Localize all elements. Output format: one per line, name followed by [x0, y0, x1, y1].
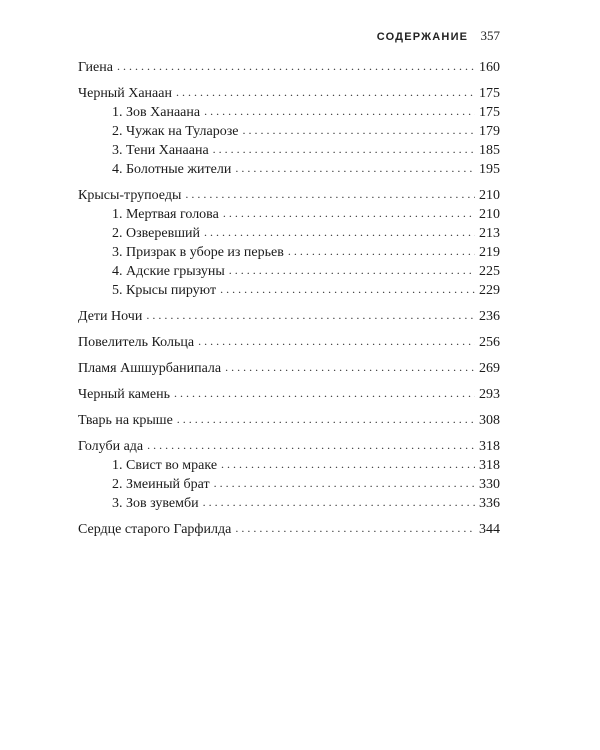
toc-leader-dots [243, 121, 476, 140]
toc-entry-title: 2. Озверевший [112, 226, 200, 241]
toc-entry-page: 336 [479, 496, 500, 511]
toc-entry-title: Дети Ночи [78, 309, 143, 324]
toc-entry-title: Тварь на крыше [78, 413, 173, 428]
toc-entry-page: 175 [479, 86, 500, 101]
toc-leader-dots [174, 384, 475, 403]
toc-entry-page: 308 [479, 413, 500, 428]
toc-entry-page: 213 [479, 226, 500, 241]
toc-entry-page: 256 [479, 335, 500, 350]
toc-entry-title: 1. Зов Ханаана [112, 105, 201, 120]
toc-leader-dots [221, 455, 475, 474]
toc-entry [78, 437, 500, 456]
toc-leader-dots [214, 474, 475, 493]
toc-leader-dots [204, 102, 475, 121]
toc-leader-dots [223, 204, 475, 223]
toc-entry-title: Гиена [78, 60, 113, 75]
toc-subentry [78, 141, 500, 160]
toc-leader-dots [203, 493, 475, 512]
toc-leader-dots [117, 57, 475, 76]
toc-entry-title: Голуби ада [78, 439, 144, 454]
toc-leader-dots [235, 159, 475, 178]
toc-leader-dots [225, 358, 475, 377]
toc-entry [78, 333, 500, 352]
toc-subentry [78, 103, 500, 122]
toc-entry-page: 318 [479, 439, 500, 454]
toc-leader-dots [213, 140, 475, 159]
toc-entry-page: 175 [479, 105, 500, 120]
toc-entry-page: 185 [479, 143, 500, 158]
toc-entry [78, 307, 500, 326]
toc-entry-title: 3. Тени Ханаана [112, 143, 209, 158]
toc-leader-dots [177, 410, 475, 429]
toc-entry-title: 3. Призрак в уборе из перьев [112, 245, 284, 260]
toc-entry-page: 195 [479, 162, 500, 177]
toc-entry-page: 330 [479, 477, 500, 492]
toc-entry-page: 210 [479, 207, 500, 222]
toc-subentry [78, 475, 500, 494]
toc-entry-title: Повелитель Кольца [78, 335, 195, 350]
table-of-contents [78, 58, 500, 539]
toc-entry [78, 84, 500, 103]
toc-subentry [78, 262, 500, 281]
toc-leader-dots [185, 185, 475, 204]
toc-entry-page: 225 [479, 264, 500, 279]
toc-entry [78, 411, 500, 430]
toc-leader-dots [176, 83, 475, 102]
toc-subentry [78, 243, 500, 262]
running-head [78, 28, 500, 44]
toc-subentry [78, 281, 500, 300]
toc-entry [78, 58, 500, 77]
toc-entry-page: 236 [479, 309, 500, 324]
toc-entry-title: 4. Адские грызуны [112, 264, 225, 279]
toc-entry-page: 219 [479, 245, 500, 260]
toc-entry-title: 1. Свист во мраке [112, 458, 218, 473]
toc-entry-title: 4. Болотные жители [112, 162, 232, 177]
toc-entry-title: 5. Крысы пируют [112, 283, 217, 298]
toc-leader-dots [198, 332, 475, 351]
toc-entry [78, 520, 500, 539]
toc-leader-dots [147, 436, 475, 455]
toc-entry-title: 2. Чужак на Туларозе [112, 124, 239, 139]
toc-entry-title: 1. Мертвая голова [112, 207, 219, 222]
toc-subentry [78, 494, 500, 513]
toc-entry-title: Крысы-трупоеды [78, 188, 182, 203]
toc-entry [78, 186, 500, 205]
toc-subentry [78, 122, 500, 141]
toc-leader-dots [229, 261, 475, 280]
toc-leader-dots [235, 519, 475, 538]
toc-subentry [78, 456, 500, 475]
toc-entry-page: 210 [479, 188, 500, 203]
toc-entry-page: 293 [479, 387, 500, 402]
toc-entry [78, 385, 500, 404]
toc-subentry [78, 160, 500, 179]
toc-entry-page: 344 [479, 522, 500, 537]
toc-entry-title: Сердце старого Гарфилда [78, 522, 232, 537]
toc-entry-page: 160 [479, 60, 500, 75]
toc-leader-dots [204, 223, 475, 242]
toc-entry-page: 269 [479, 361, 500, 376]
toc-leader-dots [288, 242, 475, 261]
toc-entry-title: 2. Змеиный брат [112, 477, 210, 492]
toc-entry-page: 229 [479, 283, 500, 298]
toc-entry-title: Черный Ханаан [78, 86, 172, 101]
toc-leader-dots [146, 306, 475, 325]
toc-entry-title: Черный камень [78, 387, 170, 402]
toc-leader-dots [220, 280, 475, 299]
toc-entry-title: 3. Зов зувемби [112, 496, 199, 511]
toc-entry-title: Пламя Ашшурбанипала [78, 361, 222, 376]
toc-entry-page: 179 [479, 124, 500, 139]
toc-subentry [78, 205, 500, 224]
toc-entry-page: 318 [479, 458, 500, 473]
running-head-page-number: 357 [480, 28, 500, 43]
toc-subentry [78, 224, 500, 243]
toc-entry [78, 359, 500, 378]
running-head-title: СОДЕРЖАНИЕ [376, 31, 469, 43]
